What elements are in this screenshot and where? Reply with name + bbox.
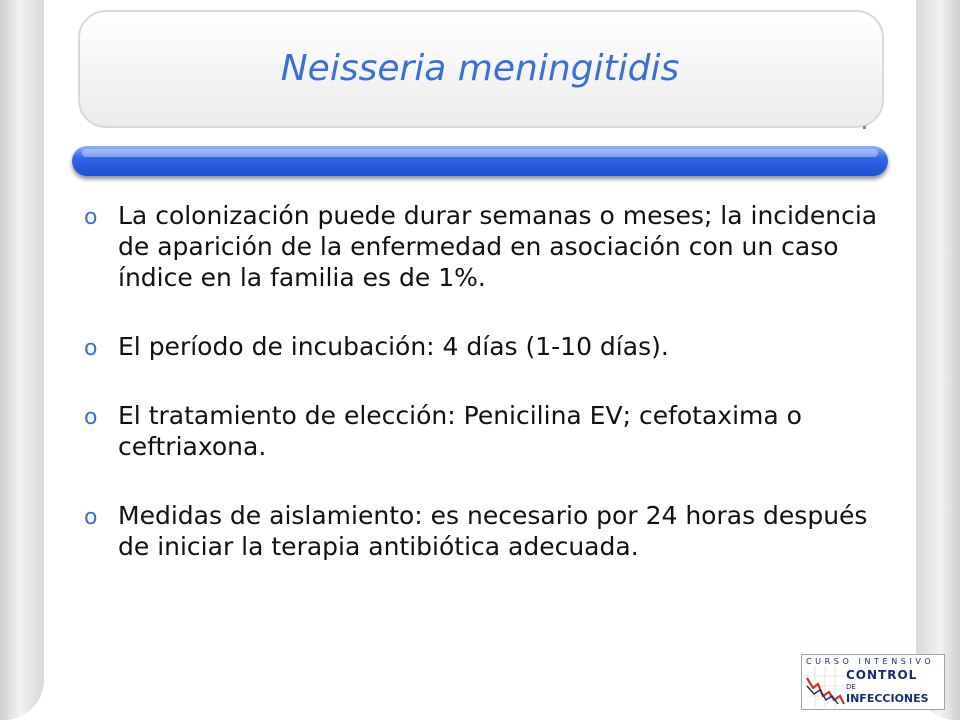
bullet-item (84, 200, 884, 293)
bullet-list (84, 200, 884, 600)
decorative-dot (863, 126, 866, 129)
bullet-text: La colonización puede durar semanas o meses; la incidencia de aparición de la enfermedad en asociación con un caso índice en la familia es de 1%. (118, 201, 878, 292)
logo-top-text: CURSO INTENSIVO (806, 657, 935, 666)
bullet-marker-icon: o (84, 205, 98, 230)
logo-control-text: CONTROL (846, 668, 918, 682)
left-decorative-bar (0, 0, 44, 720)
right-decorative-bar (916, 0, 960, 720)
logo-de-text: DE (846, 683, 856, 691)
bullet-item (84, 400, 884, 462)
bullet-marker-icon: o (84, 336, 98, 361)
logo-infecciones-text: INFECCIONES (846, 692, 929, 705)
title-divider-bar (72, 146, 888, 176)
bullet-marker-icon: o (84, 505, 98, 530)
slide-title: Neisseria meningitidis (280, 48, 680, 89)
bullet-item (84, 500, 884, 562)
bullet-text: El tratamiento de elección: Penicilina EV; cefotaxima o ceftriaxona. (118, 401, 802, 461)
bullet-marker-icon: o (84, 405, 98, 430)
logo-chart-icon (805, 666, 845, 708)
bullet-item (84, 331, 884, 362)
bullet-text: El período de incubación: 4 días (1-10 días). (118, 332, 669, 361)
bullet-text: Medidas de aislamiento: es necesario por 24 horas después de iniciar la terapia antibiótica adecuada. (118, 501, 868, 561)
course-logo (801, 654, 945, 710)
